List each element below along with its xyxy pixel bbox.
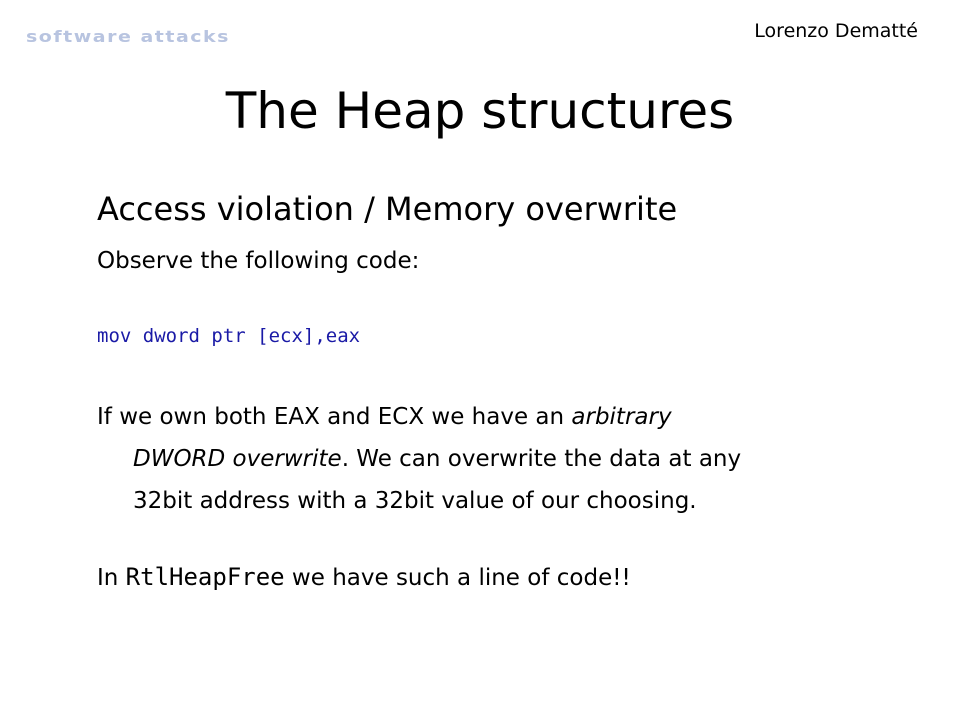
closing-line (97, 563, 631, 591)
function-name: RtlHeapFree (125, 563, 285, 591)
closing-line-prefix: In (97, 565, 126, 591)
closing-line-suffix: we have such a line of code!! (284, 565, 631, 591)
paragraph-line-1-emphasis: arbitrary (571, 404, 672, 430)
slide-subtitle: Access violation / Memory overwrite (97, 190, 678, 228)
paragraph-line-2-text: . We can overwrite the data at any (341, 446, 742, 472)
paragraph-line-2 (97, 438, 741, 480)
brand-logo-text: software attacks (26, 28, 230, 47)
paragraph-line-2-emphasis: DWORD overwrite (133, 446, 342, 472)
observe-line: Observe the following code: (97, 248, 420, 274)
explanation-paragraph (97, 396, 741, 522)
code-snippet: mov dword ptr [ecx],eax (97, 325, 361, 347)
paragraph-line-1 (97, 396, 741, 438)
slide-title: The Heap structures (225, 82, 735, 140)
paragraph-line-1-text: If we own both EAX and ECX we have an (97, 404, 572, 430)
author-name: Lorenzo Dematté (754, 20, 918, 42)
paragraph-line-3: 32bit address with a 32bit value of our choosing. (133, 488, 697, 514)
